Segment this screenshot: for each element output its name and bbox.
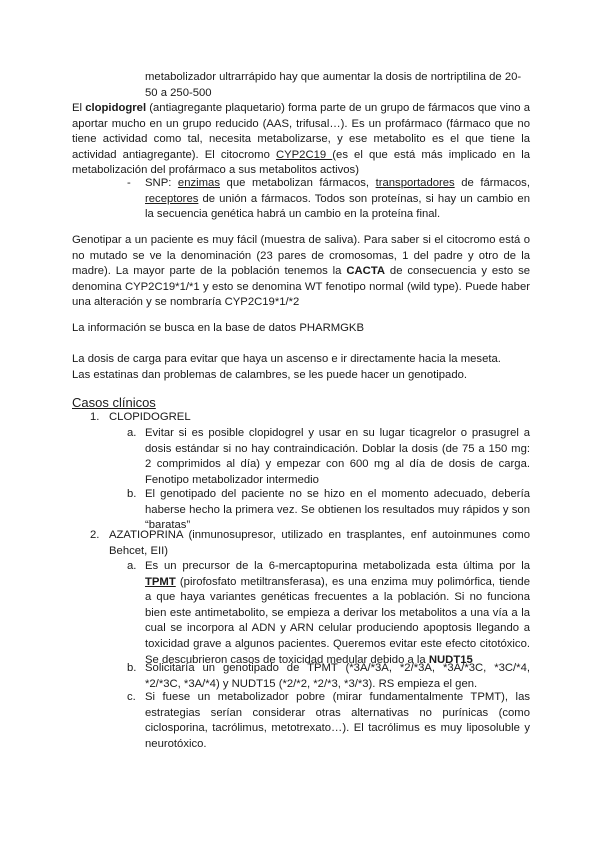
clopidogrel-paragraph: El clopidogrel (antiagregante plaquetario) forma parte de un grupo de fármacos que vino a aportar mucho en un grupo reducido (AAS, trifusal…). Es un profármaco (fármaco que no tiene actividad como tal, necesita metabolizarse, y ese metabolito es el que tiene la actividad antiagregante). El citocromo CYP2C19 (es el que está más implicado en la metabolización del profármaco a sus metabolitos activos) bbox=[72, 102, 531, 177]
section-heading: Casos clínicos bbox=[72, 395, 156, 410]
case1-number: 1. bbox=[90, 411, 100, 423]
case2-number: 2. bbox=[90, 529, 100, 541]
tpmt-term: TPMT bbox=[145, 575, 176, 588]
case1-title: CLOPIDOGREL bbox=[109, 411, 191, 423]
case2-c-marker: c. bbox=[127, 691, 136, 703]
clopidogrel-term: clopidogrel bbox=[85, 102, 147, 114]
loading-dose-paragraph: La dosis de carga para evitar que haya un ascenso e ir directamente hacia la meseta. bbox=[72, 353, 501, 365]
statins-paragraph: Las estatinas dan problemas de calambres, se les puede hacer un genotipado. bbox=[72, 369, 468, 381]
case2-item-b: Solicitaría un genotipado de TPMT (*3A/*3A, *2/*3A, *3A/*3C, *3C/*4, *2/*3C, *3A/*4) y NUDT15 (*2/*2, *2/*3, *3/*3). RS empieza el gen. bbox=[145, 662, 530, 690]
case1-item-b: El genotipado del paciente no se hizo en el momento adecuado, debería haberse hecho la primera vez. Se obtienen los resultados muy rápidos y son “baratas” bbox=[145, 488, 530, 532]
pharmgkb-paragraph: La información se busca en la base de datos PHARMGKB bbox=[72, 322, 364, 334]
nudt15-term: NUDT15 bbox=[428, 653, 473, 666]
case1-a-marker: a. bbox=[127, 427, 137, 439]
cyp2c19-term: CYP2C19 bbox=[275, 148, 333, 161]
continuation-paragraph: metabolizador ultrarrápido hay que aumentar la dosis de nortriptilina de 20-50 a 250-500 bbox=[145, 71, 522, 99]
case2-item-a: Es un precursor de la 6-mercaptopurina metabolizada esta última por la TPMT (pirofosfato metiltransferasa), es una enzima muy polimórfica, tiende a que haya variantes genéticas frecuentes a la población. Si no funciona bien este antimetabolito, se empieza a derivar los metabolitos a una vía a la cual se incorpora al ADN y ARN celular produciendo apoptosis llegando a toxicidad grave a algunos pacientes. Queremos evitar este efecto citotóxico. Se descubrieron casos de toxicidad medular debido a la NUDT15 bbox=[145, 560, 530, 666]
case2-b-marker: b. bbox=[127, 662, 137, 674]
snp-bullet: - bbox=[127, 177, 131, 189]
snp-paragraph: SNP: enzimas que metabolizan fármacos, transportadores de fármacos, receptores de unión a fármacos. Todos son proteínas, si hay un cambio en la secuencia genética habrá un cambio en la proteína final. bbox=[145, 177, 530, 221]
case2-item-c: Si fuese un metabolizador pobre (mirar fundamentalmente TPMT), las estrategias serían considerar otras alternativas no purínicas (como ciclosporina, tacrólimus, metotrexato…). El tacrólimus es muy liposoluble y neurotóxico. bbox=[145, 691, 530, 750]
case1-b-marker: b. bbox=[127, 488, 137, 500]
genotyping-paragraph: Genotipar a un paciente es muy fácil (muestra de saliva). Para saber si el citocromo está o no mutado se ve la denominación (23 pares de cromosomas, 1 del padre y otro de la madre). La mayor parte de la población tenemos la CACTA de consecuencia y esto se denomina CYP2C19*1/*1 y esto se denomina WT fenotipo normal (wild type). Puede haber una alteración y se nombraría CYP2C19*1/*2 bbox=[72, 234, 530, 309]
case2-title: AZATIOPRINA (inmunosupresor, utilizado en trasplantes, enf autoinmunes como Behcet, EII) bbox=[109, 529, 530, 557]
case1-item-a: Evitar si es posible clopidogrel y usar en su lugar ticagrelor o prasugrel a dosis estándar si no hay contraindicación. Doblar la dosis (de 75 a 150 mg: 2 comprimidos al día) y empezar con 600 mg al día de dosis de carga. Fenotipo metabolizador intermedio bbox=[145, 427, 530, 486]
case2-a-marker: a. bbox=[127, 560, 137, 572]
